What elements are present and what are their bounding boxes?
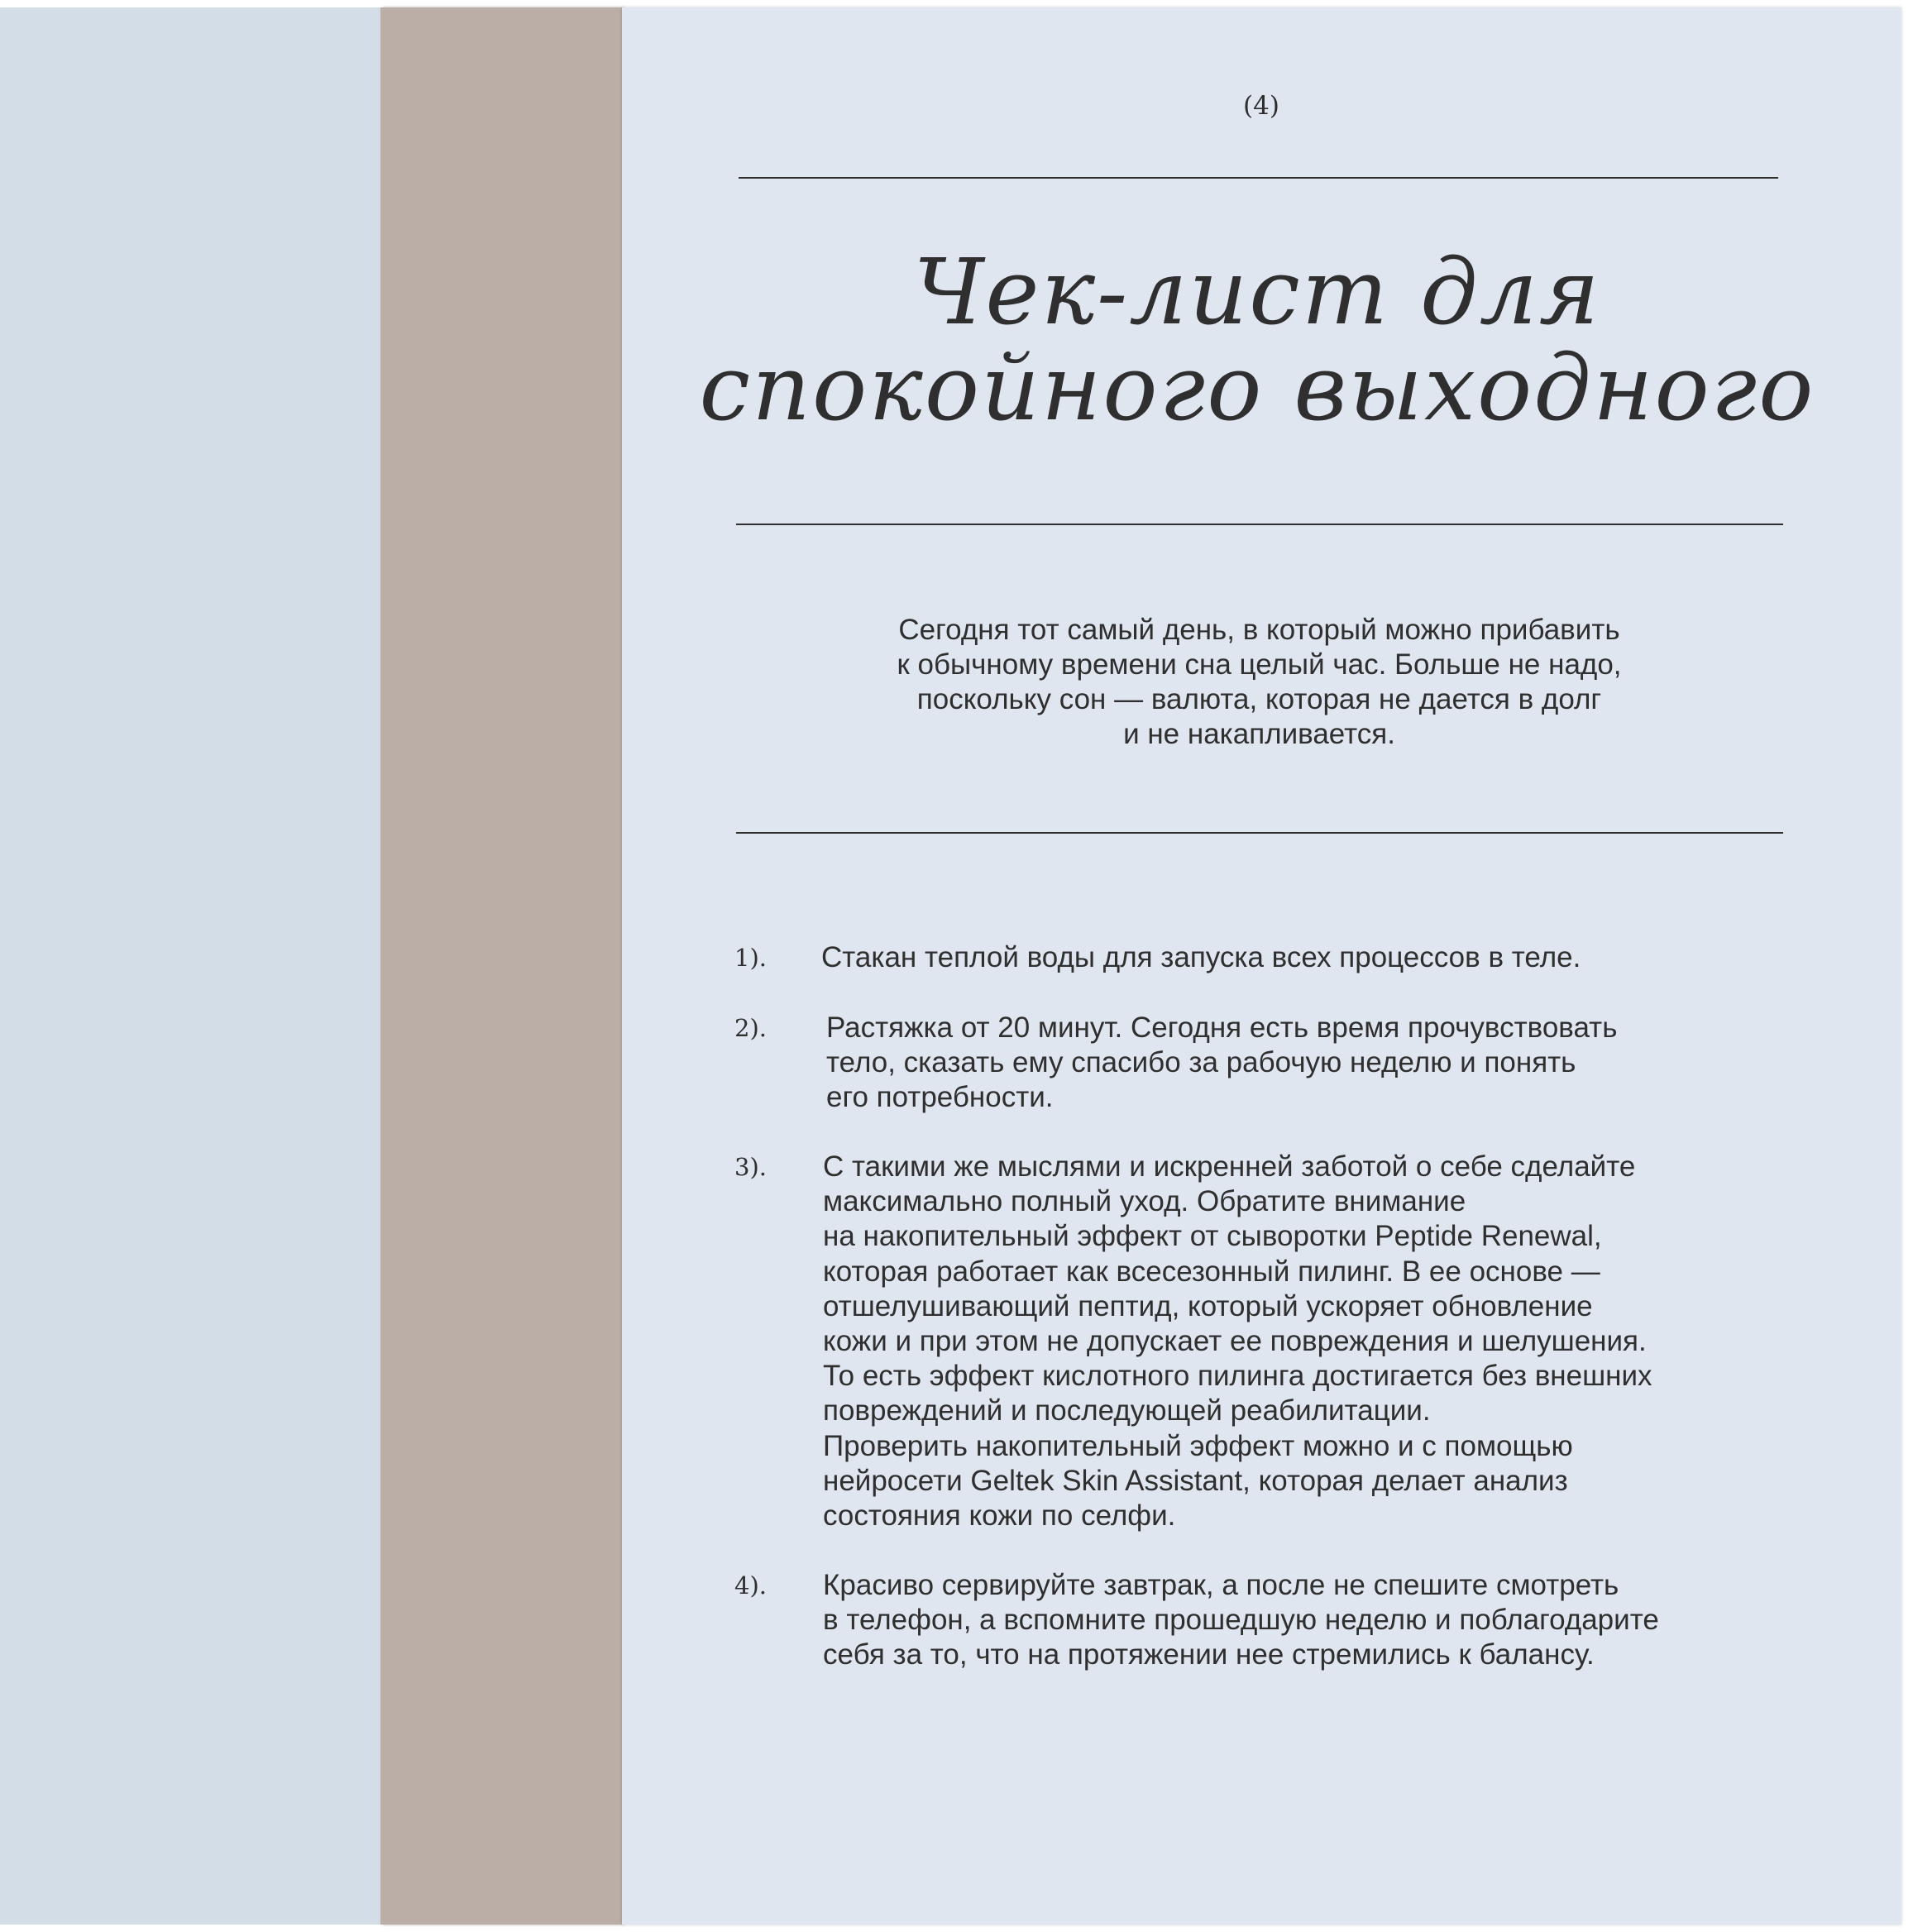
- intro-paragraph: [819, 613, 1700, 752]
- checklist-item-number: 1).: [734, 944, 767, 972]
- checklist-item-number: 2).: [734, 1014, 767, 1042]
- checklist-item-line: тело, сказать ему спасибо за рабочую неделю и понять: [826, 1046, 1576, 1079]
- checklist-item-line: кожи и при этом не допускает ее повреждения и шелушения.: [823, 1325, 1647, 1358]
- intro-line: поскольку сон — валюта, которая не дается в долг: [916, 683, 1602, 715]
- page-title-line: спокойного выходного: [699, 335, 1815, 441]
- checklist-item-line: отшелушивающий пептид, который ускоряет обновление: [823, 1289, 1593, 1322]
- checklist-item-line: Красиво сервируйте завтрак, а после не спешите смотреть: [823, 1569, 1619, 1601]
- checklist-item-line: нейросети Geltek Skin Assistant, которая делает анализ: [823, 1464, 1568, 1497]
- page-number: (4): [1243, 91, 1279, 121]
- checklist-item-line: Растяжка от 20 минут. Сегодня есть время прочувствовать: [826, 1011, 1618, 1044]
- checklist-item-line: То есть эффект кислотного пилинга достигается без внешних: [823, 1360, 1652, 1393]
- title-divider: [736, 524, 1783, 525]
- checklist-item-number: 4).: [734, 1571, 767, 1600]
- tan-page-edge: [380, 7, 622, 1925]
- checklist-item-line: его потребности.: [826, 1081, 1054, 1114]
- intro-divider: [736, 832, 1783, 834]
- intro-line: и не накапливается.: [1123, 718, 1395, 750]
- page-title: [695, 239, 1820, 441]
- intro-line: к обычному времени сна целый час. Больше не надо,: [897, 648, 1622, 681]
- checklist-item-line: которая работает как всесезонный пилинг. В ее основе —: [823, 1255, 1600, 1288]
- checklist-item-line: на накопительный эффект от сыворотки Peptide Renewal,: [823, 1220, 1602, 1253]
- checklist-item-line: состояния кожи по селфи.: [823, 1499, 1176, 1533]
- checklist-item-text: [826, 1011, 1617, 1116]
- checklist-item-line: себя за то, что на протяжении нее стремились к балансу.: [823, 1638, 1595, 1671]
- checklist-item-line: Стакан теплой воды для запуска всех процессов в теле.: [821, 941, 1581, 973]
- checklist-item-text: [821, 940, 1581, 975]
- checklist-item-line: Проверить накопительный эффект можно и с помощью: [823, 1429, 1573, 1462]
- checklist-item-text: [823, 1150, 1652, 1533]
- checklist-item-line: максимально полный уход. Обратите внимание: [823, 1185, 1466, 1218]
- top-divider: [739, 177, 1778, 179]
- checklist-item-line: в телефон, а вспомните прошедшую неделю и поблагодарите: [823, 1604, 1659, 1637]
- checklist-item-text: [823, 1568, 1659, 1673]
- page-title-line: Чек-лист для: [913, 239, 1601, 345]
- intro-line: Сегодня тот самый день, в который можно прибавить: [898, 614, 1620, 646]
- checklist-item-number: 3).: [734, 1153, 767, 1181]
- checklist-item-line: повреждений и последующей реабилитации.: [823, 1394, 1431, 1427]
- checklist-item-line: С такими же мыслями и искренней заботой о себе сделайте: [823, 1150, 1636, 1183]
- left-background-panel: [0, 7, 380, 1925]
